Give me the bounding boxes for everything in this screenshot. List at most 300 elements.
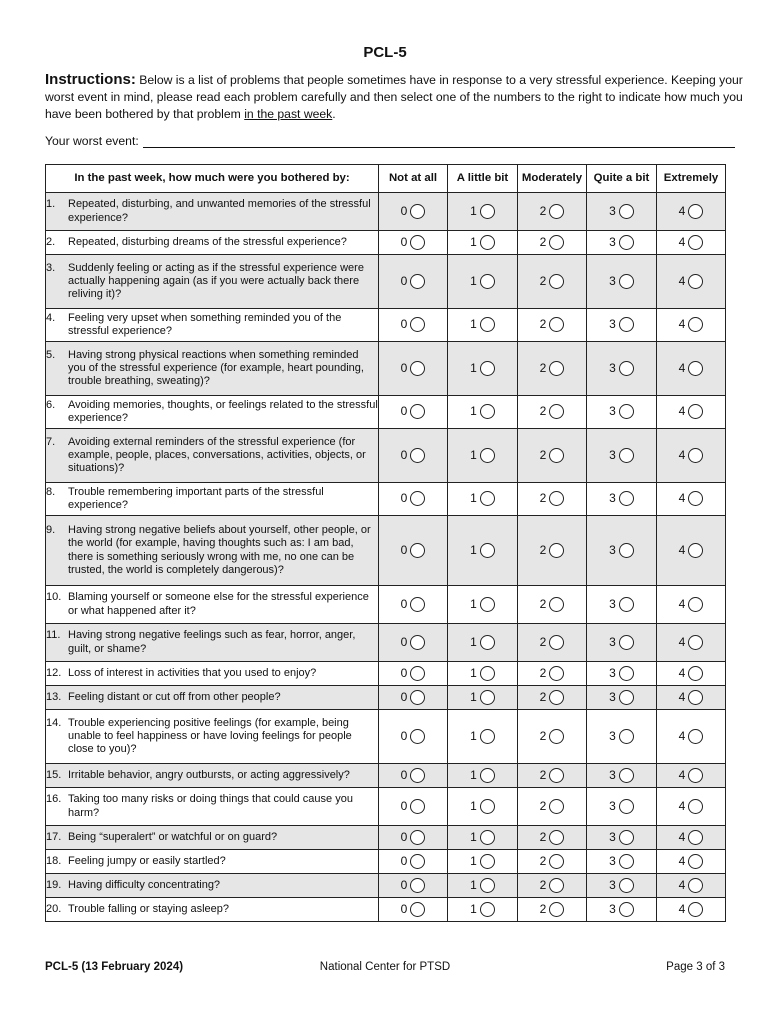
rating-option-1[interactable] xyxy=(470,854,495,869)
rating-value: 0 xyxy=(400,767,408,782)
radio-circle-icon[interactable] xyxy=(688,690,703,705)
radio-circle-icon[interactable] xyxy=(688,274,703,289)
rating-option-1[interactable] xyxy=(470,799,495,814)
radio-circle-icon[interactable] xyxy=(410,729,425,744)
radio-circle-icon[interactable] xyxy=(688,361,703,376)
rating-option-3[interactable] xyxy=(609,854,634,869)
rating-value: 4 xyxy=(678,901,686,916)
rating-option-3[interactable] xyxy=(609,635,634,650)
rating-option-2[interactable] xyxy=(540,204,565,219)
rating-option-0[interactable] xyxy=(401,317,426,332)
radio-circle-icon[interactable] xyxy=(480,635,495,650)
question-text: Loss of interest in activities that you used to enjoy? xyxy=(68,666,317,679)
rating-option-3[interactable] xyxy=(609,235,634,250)
question-number: 3. xyxy=(46,261,56,274)
radio-circle-icon[interactable] xyxy=(688,404,703,419)
rating-value: 2 xyxy=(539,404,547,419)
radio-circle-icon[interactable] xyxy=(549,543,564,558)
radio-circle-icon[interactable] xyxy=(549,729,564,744)
option-cell xyxy=(379,396,448,429)
radio-circle-icon[interactable] xyxy=(549,597,564,612)
rating-option-1[interactable] xyxy=(470,361,495,376)
option-cell xyxy=(448,309,518,342)
option-cell xyxy=(448,255,518,309)
rating-option-3[interactable] xyxy=(609,666,634,681)
rating-option-3[interactable] xyxy=(609,799,634,814)
rating-value: 0 xyxy=(400,665,408,680)
option-cell xyxy=(518,342,587,396)
rating-option-2[interactable] xyxy=(540,902,565,917)
rating-option-3[interactable] xyxy=(609,491,634,506)
rating-option-2[interactable] xyxy=(540,690,565,705)
rating-option-4[interactable] xyxy=(679,878,704,893)
question-number: 20. xyxy=(46,902,62,915)
option-cell xyxy=(518,850,587,874)
rating-option-4[interactable] xyxy=(679,902,704,917)
radio-circle-icon[interactable] xyxy=(688,317,703,332)
rating-option-2[interactable] xyxy=(540,491,565,506)
rating-value: 2 xyxy=(539,829,547,844)
radio-circle-icon[interactable] xyxy=(480,690,495,705)
rating-option-2[interactable] xyxy=(540,361,565,376)
radio-circle-icon[interactable] xyxy=(619,878,634,893)
radio-circle-icon[interactable] xyxy=(549,404,564,419)
rating-option-0[interactable] xyxy=(401,878,426,893)
question-wrap xyxy=(46,436,378,476)
radio-circle-icon[interactable] xyxy=(410,274,425,289)
radio-circle-icon[interactable] xyxy=(410,878,425,893)
table-row xyxy=(46,255,726,309)
rating-value: 3 xyxy=(609,404,616,419)
radio-circle-icon[interactable] xyxy=(688,491,703,506)
rating-option-1[interactable] xyxy=(470,448,495,463)
rating-value: 1 xyxy=(470,404,477,419)
header-option: A little bit xyxy=(448,165,518,193)
radio-circle-icon[interactable] xyxy=(480,361,495,376)
rating-option-4[interactable] xyxy=(679,543,704,558)
rating-value: 2 xyxy=(539,689,547,704)
rating-value: 3 xyxy=(609,596,616,611)
rating-option-1[interactable] xyxy=(470,274,495,289)
radio-circle-icon[interactable] xyxy=(480,404,495,419)
radio-circle-icon[interactable] xyxy=(410,830,425,845)
radio-circle-icon[interactable] xyxy=(619,361,634,376)
rating-option-1[interactable] xyxy=(470,902,495,917)
rating-option-3[interactable] xyxy=(609,317,634,332)
rating-option-2[interactable] xyxy=(540,317,565,332)
radio-circle-icon[interactable] xyxy=(549,799,564,814)
rating-value: 4 xyxy=(678,665,686,680)
rating-option-1[interactable] xyxy=(470,878,495,893)
question-wrap xyxy=(46,591,378,617)
radio-circle-icon[interactable] xyxy=(480,597,495,612)
rating-option-4[interactable] xyxy=(679,635,704,650)
radio-circle-icon[interactable] xyxy=(480,729,495,744)
radio-circle-icon[interactable] xyxy=(480,491,495,506)
radio-circle-icon[interactable] xyxy=(549,854,564,869)
rating-value: 2 xyxy=(539,665,547,680)
rating-option-2[interactable] xyxy=(540,543,565,558)
rating-option-4[interactable] xyxy=(679,666,704,681)
radio-circle-icon[interactable] xyxy=(619,317,634,332)
option-cell xyxy=(518,309,587,342)
rating-option-4[interactable] xyxy=(679,729,704,744)
pcl5-table xyxy=(45,164,726,922)
option-cell xyxy=(448,874,518,898)
rating-option-4[interactable] xyxy=(679,830,704,845)
radio-circle-icon[interactable] xyxy=(688,666,703,681)
radio-circle-icon[interactable] xyxy=(549,635,564,650)
rating-option-3[interactable] xyxy=(609,597,634,612)
option-cell xyxy=(587,686,657,710)
rating-option-0[interactable] xyxy=(401,768,426,783)
rating-option-0[interactable] xyxy=(401,361,426,376)
rating-value: 1 xyxy=(470,203,477,218)
radio-circle-icon[interactable] xyxy=(619,729,634,744)
rating-option-0[interactable] xyxy=(401,404,426,419)
radio-circle-icon[interactable] xyxy=(480,902,495,917)
radio-circle-icon[interactable] xyxy=(480,799,495,814)
option-cell xyxy=(657,764,726,788)
option-cell xyxy=(657,898,726,922)
rating-option-2[interactable] xyxy=(540,448,565,463)
rating-option-0[interactable] xyxy=(401,690,426,705)
rating-option-4[interactable] xyxy=(679,361,704,376)
radio-circle-icon[interactable] xyxy=(410,690,425,705)
radio-circle-icon[interactable] xyxy=(549,204,564,219)
rating-option-3[interactable] xyxy=(609,729,634,744)
radio-circle-icon[interactable] xyxy=(549,690,564,705)
rating-option-4[interactable] xyxy=(679,854,704,869)
question-number: 5. xyxy=(46,348,56,361)
rating-value: 1 xyxy=(470,491,477,506)
radio-circle-icon[interactable] xyxy=(549,878,564,893)
radio-circle-icon[interactable] xyxy=(480,666,495,681)
radio-circle-icon[interactable] xyxy=(410,635,425,650)
radio-circle-icon[interactable] xyxy=(688,768,703,783)
radio-circle-icon[interactable] xyxy=(410,448,425,463)
question-wrap xyxy=(46,855,378,868)
rating-value: 3 xyxy=(609,798,616,813)
question-text: Repeated, disturbing, and unwanted memories of the stressful experience? xyxy=(68,198,371,224)
radio-circle-icon[interactable] xyxy=(549,491,564,506)
rating-option-0[interactable] xyxy=(401,235,426,250)
rating-value: 3 xyxy=(609,317,616,332)
radio-circle-icon[interactable] xyxy=(688,902,703,917)
radio-circle-icon[interactable] xyxy=(688,854,703,869)
radio-circle-icon[interactable] xyxy=(619,543,634,558)
question-text: Trouble experiencing positive feelings (for example, being unable to feel happiness or have loving feelings for people close to you)? xyxy=(68,716,352,756)
option-cell xyxy=(587,586,657,624)
rating-option-0[interactable] xyxy=(401,204,426,219)
worst-event-row xyxy=(45,134,735,148)
rating-option-4[interactable] xyxy=(679,799,704,814)
rating-value: 2 xyxy=(539,234,547,249)
question-text: Suddenly feeling or acting as if the stressful experience were actually happening again (as if you were actually back there reliving it)? xyxy=(68,261,364,301)
rating-option-1[interactable] xyxy=(470,235,495,250)
radio-circle-icon[interactable] xyxy=(480,204,495,219)
radio-circle-icon[interactable] xyxy=(480,235,495,250)
radio-circle-icon[interactable] xyxy=(480,830,495,845)
rating-option-1[interactable] xyxy=(470,491,495,506)
rating-value: 0 xyxy=(400,829,408,844)
rating-option-3[interactable] xyxy=(609,768,634,783)
rating-value: 2 xyxy=(539,596,547,611)
question-wrap xyxy=(46,879,378,892)
rating-option-3[interactable] xyxy=(609,404,634,419)
radio-circle-icon[interactable] xyxy=(688,799,703,814)
rating-value: 0 xyxy=(400,798,408,813)
radio-circle-icon[interactable] xyxy=(410,235,425,250)
radio-circle-icon[interactable] xyxy=(410,361,425,376)
radio-circle-icon[interactable] xyxy=(549,902,564,917)
option-cell xyxy=(379,193,448,231)
radio-circle-icon[interactable] xyxy=(688,635,703,650)
rating-option-4[interactable] xyxy=(679,404,704,419)
question-wrap xyxy=(46,903,378,916)
option-cell xyxy=(657,874,726,898)
radio-circle-icon[interactable] xyxy=(480,317,495,332)
rating-option-0[interactable] xyxy=(401,274,426,289)
rating-option-1[interactable] xyxy=(470,635,495,650)
option-cell xyxy=(518,193,587,231)
radio-circle-icon[interactable] xyxy=(619,830,634,845)
rating-option-0[interactable] xyxy=(401,597,426,612)
question-wrap xyxy=(46,349,378,389)
option-cell xyxy=(657,193,726,231)
rating-option-2[interactable] xyxy=(540,854,565,869)
rating-option-2[interactable] xyxy=(540,597,565,612)
rating-option-0[interactable] xyxy=(401,448,426,463)
question-cell xyxy=(46,826,379,850)
radio-circle-icon[interactable] xyxy=(688,729,703,744)
rating-value: 3 xyxy=(609,273,616,288)
option-cell xyxy=(587,662,657,686)
question-cell xyxy=(46,874,379,898)
option-cell xyxy=(448,898,518,922)
rating-option-3[interactable] xyxy=(609,902,634,917)
rating-option-1[interactable] xyxy=(470,666,495,681)
option-cell xyxy=(657,231,726,255)
radio-circle-icon[interactable] xyxy=(549,666,564,681)
radio-circle-icon[interactable] xyxy=(410,799,425,814)
rating-option-0[interactable] xyxy=(401,729,426,744)
option-cell xyxy=(448,686,518,710)
rating-option-4[interactable] xyxy=(679,274,704,289)
option-cell xyxy=(518,764,587,788)
rating-option-4[interactable] xyxy=(679,317,704,332)
radio-circle-icon[interactable] xyxy=(688,235,703,250)
rating-option-1[interactable] xyxy=(470,543,495,558)
option-cell xyxy=(587,429,657,483)
rating-option-3[interactable] xyxy=(609,204,634,219)
rating-option-0[interactable] xyxy=(401,902,426,917)
rating-option-0[interactable] xyxy=(401,854,426,869)
table-row xyxy=(46,710,726,764)
radio-circle-icon[interactable] xyxy=(688,597,703,612)
rating-value: 4 xyxy=(678,234,686,249)
option-cell xyxy=(379,764,448,788)
rating-option-1[interactable] xyxy=(470,597,495,612)
rating-value: 4 xyxy=(678,447,686,462)
radio-circle-icon[interactable] xyxy=(688,448,703,463)
rating-option-2[interactable] xyxy=(540,635,565,650)
rating-option-2[interactable] xyxy=(540,768,565,783)
radio-circle-icon[interactable] xyxy=(619,854,634,869)
radio-circle-icon[interactable] xyxy=(549,274,564,289)
rating-option-0[interactable] xyxy=(401,635,426,650)
radio-circle-icon[interactable] xyxy=(619,902,634,917)
rating-option-2[interactable] xyxy=(540,729,565,744)
rating-value: 3 xyxy=(609,665,616,680)
rating-option-1[interactable] xyxy=(470,317,495,332)
rating-value: 0 xyxy=(400,542,408,557)
rating-value: 0 xyxy=(400,596,408,611)
option-cell xyxy=(379,586,448,624)
rating-option-0[interactable] xyxy=(401,543,426,558)
radio-circle-icon[interactable] xyxy=(619,690,634,705)
option-cell xyxy=(587,874,657,898)
rating-option-1[interactable] xyxy=(470,690,495,705)
rating-option-3[interactable] xyxy=(609,543,634,558)
option-cell xyxy=(587,255,657,309)
rating-value: 0 xyxy=(400,447,408,462)
rating-option-3[interactable] xyxy=(609,448,634,463)
radio-circle-icon[interactable] xyxy=(549,361,564,376)
rating-option-1[interactable] xyxy=(470,768,495,783)
radio-circle-icon[interactable] xyxy=(549,448,564,463)
option-cell xyxy=(379,255,448,309)
rating-option-0[interactable] xyxy=(401,799,426,814)
radio-circle-icon[interactable] xyxy=(688,830,703,845)
radio-circle-icon[interactable] xyxy=(619,491,634,506)
option-cell xyxy=(379,826,448,850)
option-cell xyxy=(448,826,518,850)
option-cell xyxy=(587,231,657,255)
rating-option-2[interactable] xyxy=(540,799,565,814)
rating-option-0[interactable] xyxy=(401,666,426,681)
radio-circle-icon[interactable] xyxy=(549,317,564,332)
table-row xyxy=(46,874,726,898)
radio-circle-icon[interactable] xyxy=(410,854,425,869)
question-cell xyxy=(46,898,379,922)
rating-option-2[interactable] xyxy=(540,274,565,289)
radio-circle-icon[interactable] xyxy=(619,404,634,419)
radio-circle-icon[interactable] xyxy=(688,878,703,893)
radio-circle-icon[interactable] xyxy=(549,768,564,783)
rating-option-4[interactable] xyxy=(679,448,704,463)
radio-circle-icon[interactable] xyxy=(549,830,564,845)
radio-circle-icon[interactable] xyxy=(410,768,425,783)
rating-option-1[interactable] xyxy=(470,204,495,219)
rating-option-3[interactable] xyxy=(609,830,634,845)
radio-circle-icon[interactable] xyxy=(480,448,495,463)
radio-circle-icon[interactable] xyxy=(410,404,425,419)
radio-circle-icon[interactable] xyxy=(619,274,634,289)
rating-value: 1 xyxy=(470,798,477,813)
rating-value: 3 xyxy=(609,234,616,249)
radio-circle-icon[interactable] xyxy=(619,448,634,463)
rating-option-2[interactable] xyxy=(540,235,565,250)
rating-option-1[interactable] xyxy=(470,729,495,744)
rating-value: 1 xyxy=(470,728,477,743)
option-cell xyxy=(518,586,587,624)
rating-option-2[interactable] xyxy=(540,666,565,681)
radio-circle-icon[interactable] xyxy=(619,235,634,250)
radio-circle-icon[interactable] xyxy=(619,597,634,612)
radio-circle-icon[interactable] xyxy=(619,666,634,681)
radio-circle-icon[interactable] xyxy=(410,491,425,506)
rating-option-2[interactable] xyxy=(540,830,565,845)
rating-option-2[interactable] xyxy=(540,878,565,893)
radio-circle-icon[interactable] xyxy=(410,666,425,681)
radio-circle-icon[interactable] xyxy=(480,768,495,783)
rating-option-4[interactable] xyxy=(679,597,704,612)
radio-circle-icon[interactable] xyxy=(410,597,425,612)
rating-option-1[interactable] xyxy=(470,404,495,419)
rating-value: 2 xyxy=(539,901,547,916)
radio-circle-icon[interactable] xyxy=(619,204,634,219)
question-number: 6. xyxy=(46,398,56,411)
radio-circle-icon[interactable] xyxy=(619,768,634,783)
table-row xyxy=(46,309,726,342)
rating-option-4[interactable] xyxy=(679,235,704,250)
rating-option-0[interactable] xyxy=(401,830,426,845)
question-wrap xyxy=(46,831,378,844)
radio-circle-icon[interactable] xyxy=(480,854,495,869)
rating-option-4[interactable] xyxy=(679,491,704,506)
radio-circle-icon[interactable] xyxy=(549,235,564,250)
radio-circle-icon[interactable] xyxy=(410,204,425,219)
radio-circle-icon[interactable] xyxy=(480,878,495,893)
worst-event-field[interactable] xyxy=(143,135,735,148)
rating-option-0[interactable] xyxy=(401,491,426,506)
question-wrap xyxy=(46,399,378,425)
rating-option-4[interactable] xyxy=(679,690,704,705)
radio-circle-icon[interactable] xyxy=(619,635,634,650)
question-number: 12. xyxy=(46,666,62,679)
rating-option-4[interactable] xyxy=(679,204,704,219)
rating-option-3[interactable] xyxy=(609,274,634,289)
rating-option-4[interactable] xyxy=(679,768,704,783)
option-cell xyxy=(657,586,726,624)
radio-circle-icon[interactable] xyxy=(410,317,425,332)
rating-value: 1 xyxy=(470,829,477,844)
question-wrap xyxy=(46,236,378,249)
option-cell xyxy=(657,429,726,483)
rating-option-3[interactable] xyxy=(609,690,634,705)
radio-circle-icon[interactable] xyxy=(619,799,634,814)
radio-circle-icon[interactable] xyxy=(410,902,425,917)
question-number: 19. xyxy=(46,878,62,891)
rating-value: 4 xyxy=(678,728,686,743)
radio-circle-icon[interactable] xyxy=(688,204,703,219)
rating-value: 4 xyxy=(678,689,686,704)
question-number: 9. xyxy=(46,524,56,537)
radio-circle-icon[interactable] xyxy=(688,543,703,558)
option-cell xyxy=(379,898,448,922)
rating-option-3[interactable] xyxy=(609,361,634,376)
radio-circle-icon[interactable] xyxy=(410,543,425,558)
rating-value: 2 xyxy=(539,798,547,813)
radio-circle-icon[interactable] xyxy=(480,274,495,289)
rating-option-2[interactable] xyxy=(540,404,565,419)
radio-circle-icon[interactable] xyxy=(480,543,495,558)
rating-value: 3 xyxy=(609,877,616,892)
question-text: Taking too many risks or doing things that could cause you harm? xyxy=(68,793,353,819)
rating-option-3[interactable] xyxy=(609,878,634,893)
rating-option-1[interactable] xyxy=(470,830,495,845)
